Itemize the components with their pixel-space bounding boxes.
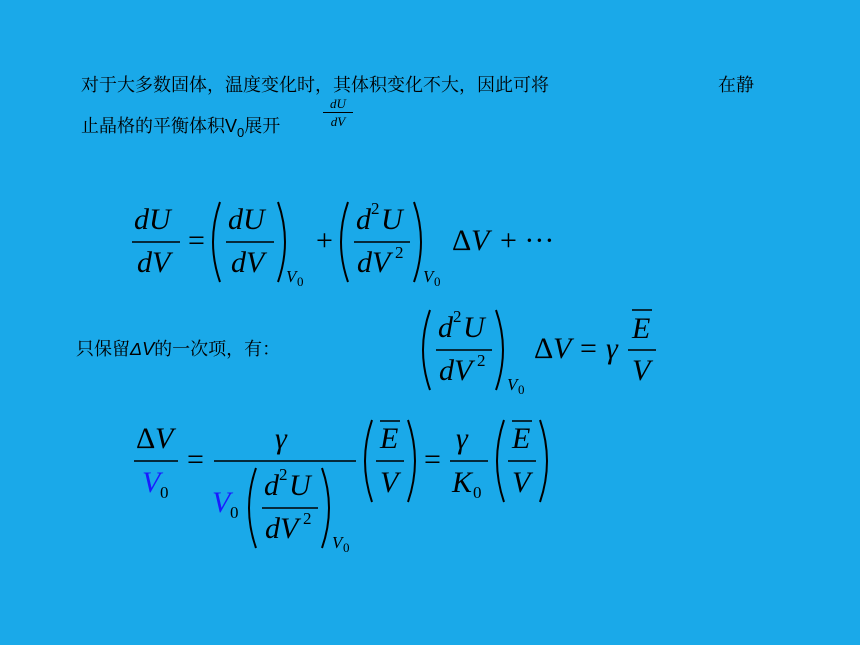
svg-text:γ: γ [275, 422, 287, 455]
svg-text:V: V [212, 486, 231, 519]
equation-volume-change [134, 420, 547, 555]
intro-line2-prefix: 止晶格的平衡体积V [81, 116, 238, 136]
svg-text:dV: dV [137, 246, 171, 279]
svg-text:0: 0 [473, 483, 482, 502]
svg-text:dU: dU [228, 203, 265, 236]
svg-text:U: U [381, 203, 403, 236]
intro-line2-sub: 0 [237, 125, 245, 140]
keep-linear-prefix: 只保留 [76, 339, 130, 359]
keep-linear-suffix: 的一次项，有： [154, 339, 281, 359]
svg-text:0: 0 [518, 382, 525, 397]
svg-text:dV: dV [265, 512, 299, 545]
svg-text:0: 0 [230, 503, 239, 522]
svg-text:2: 2 [371, 199, 380, 218]
svg-text:0: 0 [297, 274, 304, 289]
svg-text:K: K [452, 466, 473, 499]
svg-text:=: = [188, 224, 205, 257]
svg-text:U: U [289, 469, 311, 502]
svg-text:Δ: Δ [452, 224, 472, 257]
svg-text:E: E [632, 312, 651, 345]
svg-text:dV: dV [231, 246, 265, 279]
svg-text:V: V [632, 354, 651, 387]
svg-text:dV: dV [357, 246, 391, 279]
svg-text:2: 2 [453, 307, 462, 326]
intro-line2-suffix: 展开 [244, 116, 281, 136]
svg-text:V: V [332, 533, 343, 552]
equation-expansion [132, 199, 554, 289]
svg-text:V: V [286, 267, 297, 286]
svg-text:V: V [423, 267, 434, 286]
svg-text:2: 2 [303, 509, 312, 528]
inline-frac-denominator: dV [323, 112, 353, 130]
svg-text:0: 0 [434, 274, 441, 289]
svg-text:0: 0 [343, 540, 350, 555]
svg-text:+: + [316, 224, 333, 257]
svg-text:E: E [380, 422, 399, 455]
svg-text:0: 0 [160, 483, 169, 502]
svg-text:U: U [463, 311, 485, 344]
svg-text:V: V [142, 466, 161, 499]
svg-text:=: = [580, 332, 597, 365]
equation-linear-term [423, 307, 656, 397]
svg-text:2: 2 [279, 465, 288, 484]
svg-text:2: 2 [477, 351, 486, 370]
svg-text:V: V [471, 224, 490, 257]
inline-frac-numerator: dU [330, 96, 346, 111]
svg-text:dV: dV [439, 354, 473, 387]
svg-text:d: d [356, 203, 371, 236]
svg-text:γ: γ [606, 332, 618, 365]
svg-text:=: = [424, 443, 441, 476]
intro-line1: 对于大多数固体，温度变化时，其体积变化不大，因此可将 [81, 75, 549, 95]
svg-text:V: V [507, 375, 518, 394]
svg-text:V: V [155, 422, 174, 455]
svg-text:γ: γ [456, 422, 468, 455]
svg-text:Δ: Δ [136, 422, 156, 455]
svg-text:2: 2 [395, 243, 404, 262]
svg-text:V: V [553, 332, 572, 365]
svg-text:Δ: Δ [534, 332, 554, 365]
intro-line1-tail: 在静 [718, 75, 754, 95]
svg-text:=: = [187, 443, 204, 476]
keep-linear-delta: ΔV [130, 339, 155, 359]
svg-text:dU: dU [134, 203, 171, 236]
svg-text:+ ···: + ··· [500, 224, 555, 257]
svg-text:V: V [380, 466, 399, 499]
svg-text:V: V [512, 466, 531, 499]
svg-text:E: E [512, 422, 531, 455]
svg-text:d: d [438, 311, 453, 344]
svg-text:d: d [264, 469, 279, 502]
